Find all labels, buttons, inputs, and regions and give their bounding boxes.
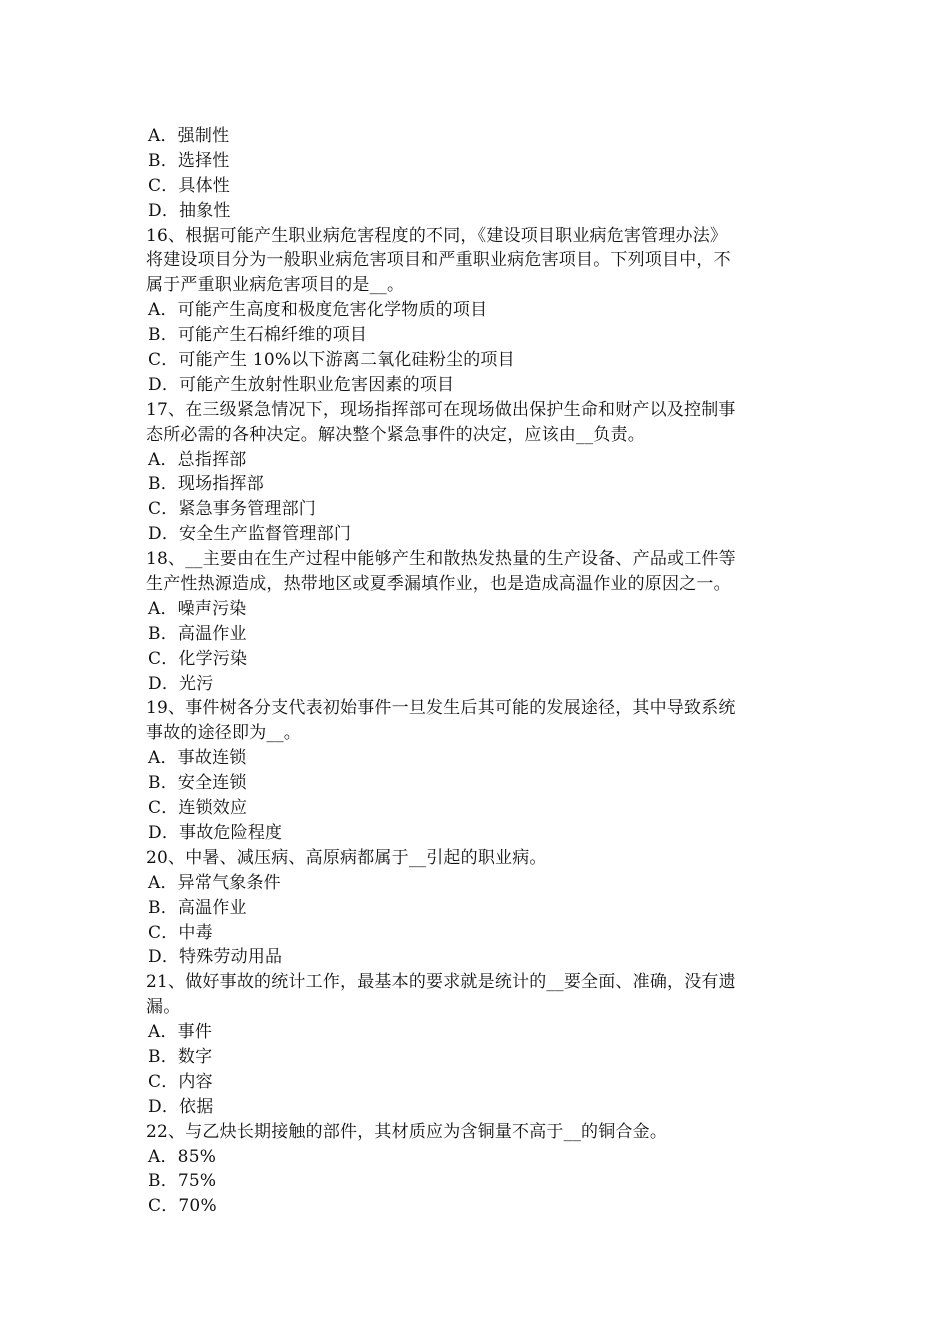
answer-option: B．选择性 [148, 150, 230, 171]
answer-option: A．噪声污染 [148, 598, 247, 619]
answer-option: C．化学污染 [148, 648, 248, 669]
question-text-line: 21、做好事故的统计工作，最基本的要求就是统计的__要全面、准确，没有遗 [146, 972, 736, 993]
question-text-line: 将建设项目分为一般职业病危害项目和严重职业病危害项目。下列项目中，不 [146, 250, 731, 271]
answer-option: B．现场指挥部 [148, 474, 264, 495]
question-text-line: 事故的途径即为__。 [146, 723, 301, 744]
answer-option: D．安全生产监督管理部门 [148, 524, 352, 545]
question-text-line: 20、中暑、减压病、高原病都属于__引起的职业病。 [146, 847, 547, 868]
answer-option: C．内容 [148, 1071, 213, 1092]
answer-option: D．可能产生放射性职业危害因素的项目 [148, 374, 455, 395]
answer-option: D．抽象性 [148, 200, 231, 221]
question-text-line: 17、在三级紧急情况下，现场指挥部可在现场做出保护生命和财产以及控制事 [146, 399, 736, 420]
question-text-line: 漏。 [146, 997, 181, 1018]
question-text-line: 19、事件树各分支代表初始事件一旦发生后其可能的发展途径，其中导致系统 [146, 698, 736, 719]
answer-option: D．依据 [148, 1096, 214, 1117]
answer-option: D．事故危险程度 [148, 822, 283, 843]
answer-option: D．特殊劳动用品 [148, 947, 283, 968]
answer-option: C．具体性 [148, 175, 231, 196]
answer-option: A．异常气象条件 [148, 872, 281, 893]
answer-option: B．可能产生石棉纤维的项目 [148, 325, 368, 346]
question-text-line: 22、与乙炔长期接触的部件，其材质应为含铜量不高于__的铜合金。 [146, 1121, 668, 1142]
answer-option: B．高温作业 [148, 623, 247, 644]
answer-option: C．连锁效应 [148, 798, 248, 819]
document-page [146, 124, 810, 1219]
question-text-line: 生产性热源造成，热带地区或夏季漏填作业，也是造成高温作业的原因之一。 [146, 574, 731, 595]
answer-option: A．总指挥部 [148, 449, 247, 470]
answer-option: A．可能产生高度和极度危害化学物质的项目 [148, 300, 488, 321]
question-text-line: 18、__主要由在生产过程中能够产生和散热发热量的生产设备、产品或工件等 [146, 549, 736, 570]
answer-option: A．事件 [148, 1022, 213, 1043]
question-text-line: 属于严重职业病危害项目的是__。 [146, 275, 405, 296]
answer-option: A．85% [148, 1146, 217, 1167]
answer-option: B．高温作业 [148, 897, 247, 918]
answer-option: C．紧急事务管理部门 [148, 499, 317, 520]
question-text-line: 16、根据可能产生职业病危害程度的不同，《建设项目职业病危害管理办法》 [146, 225, 728, 246]
answer-option: C．可能产生 10%以下游离二氧化硅粉尘的项目 [148, 350, 515, 371]
answer-option: B．安全连锁 [148, 773, 247, 794]
answer-option: A．事故连锁 [148, 748, 247, 769]
answer-option: B．75% [148, 1171, 217, 1192]
answer-option: D．光污 [148, 673, 214, 694]
answer-option: B．数字 [148, 1046, 213, 1067]
answer-option: C．70% [148, 1196, 217, 1217]
answer-option: A．强制性 [148, 126, 230, 146]
answer-option: C．中毒 [148, 922, 213, 943]
question-text-line: 态所必需的各种决定。解决整个紧急事件的决定，应该由__负责。 [146, 424, 645, 445]
